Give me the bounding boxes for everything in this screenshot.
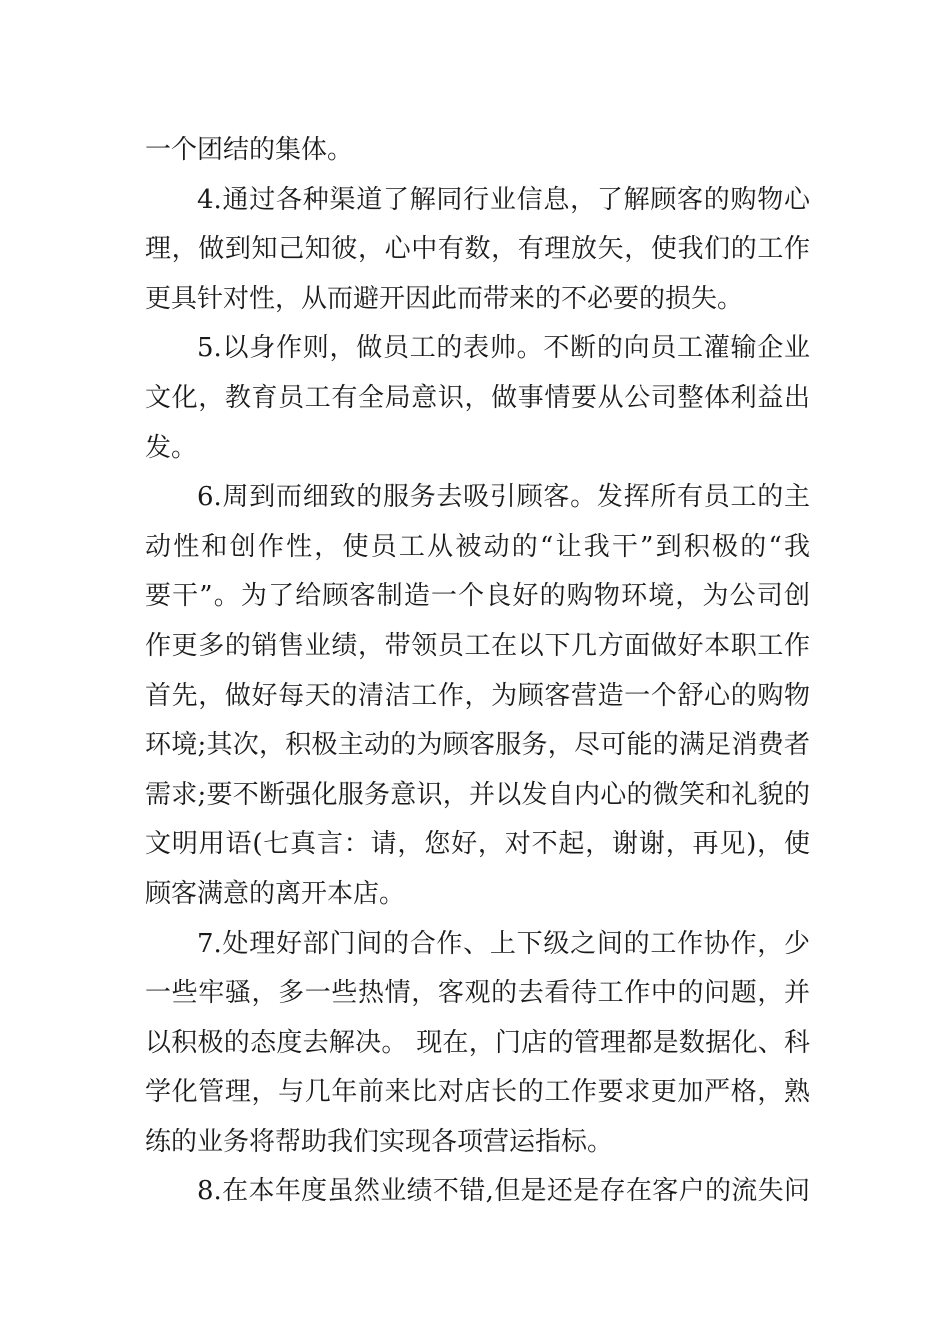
text-line: 文化，教育员工有全局意识，做事情要从公司整体利益出	[145, 382, 810, 413]
text-line: 顾客满意的离开本店。	[145, 878, 406, 909]
text-line: 更具针对性，从而避开因此而带来的不必要的损失。	[145, 283, 744, 314]
text-line: 6.周到而细致的服务去吸引顾客。发挥所有员工的主	[197, 482, 810, 513]
text-line: 发。	[145, 432, 198, 463]
text-line: 5.以身作则，做员工的表帅。不断的向员工灌输企业	[197, 333, 810, 364]
text-line: 一个团结的集体。	[145, 135, 354, 165]
text-line: 首先，做好每天的清洁工作，为顾客营造一个舒心的购物	[145, 680, 810, 711]
text-line: 4.通过各种渠道了解同行业信息，了解顾客的购物心	[197, 184, 810, 215]
text-line: 环境;其次，积极主动的为顾客服务，尽可能的满足消费者	[145, 730, 810, 761]
document-body	[145, 126, 810, 1217]
text-line: 要干”。为了给顾客制造一个良好的购物环境，为公司创	[145, 581, 810, 612]
text-line: 以积极的态度去解决。 现在，门店的管理都是数据化、科	[145, 1027, 810, 1058]
text-line: 练的业务将帮助我们实现各项营运指标。	[145, 1126, 614, 1157]
text-line: 需求;要不断强化服务意识，并以发自内心的微笑和礼貌的	[145, 779, 810, 810]
text-line: 学化管理，与几年前来比对店长的工作要求更加严格，熟	[145, 1077, 810, 1108]
text-line: 作更多的销售业绩，带领员工在以下几方面做好本职工作	[145, 630, 810, 661]
text-line: 8.在本年度虽然业绩不错,但是还是存在客户的流失问	[197, 1176, 810, 1207]
text-line: 7.处理好部门间的合作、上下级之间的工作协作，少	[197, 928, 810, 959]
text-line: 动性和创作性，使员工从被动的“让我干”到积极的“我	[145, 531, 810, 562]
text-line: 文明用语(七真言：请，您好，对不起，谢谢，再见)，使	[145, 829, 810, 860]
text-line: 理，做到知己知彼，心中有数，有理放矢，使我们的工作	[145, 234, 810, 265]
text-line: 一些牢骚，多一些热情，客观的去看待工作中的问题，并	[145, 978, 810, 1009]
